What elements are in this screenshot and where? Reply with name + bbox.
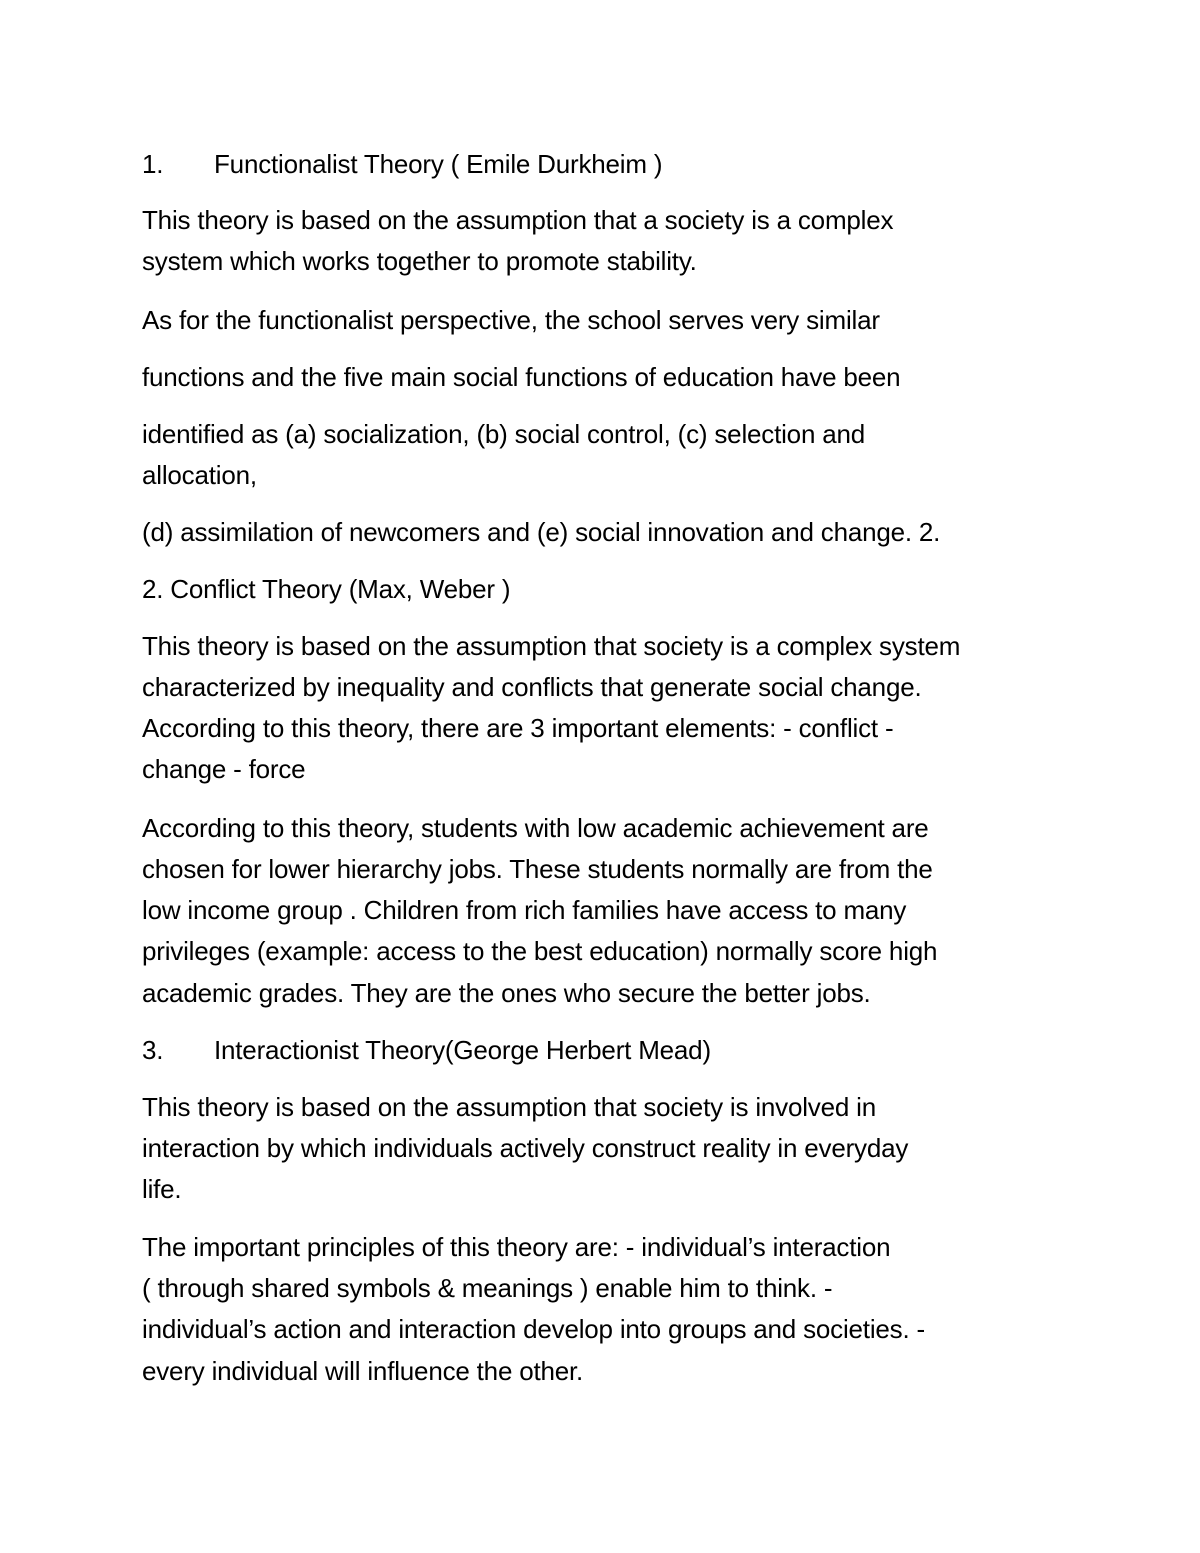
section-3-title: Interactionist Theory(George Herbert Mead)	[214, 1035, 711, 1065]
paragraph-line: every individual will influence the other.	[142, 1356, 584, 1386]
paragraph-line: ( through shared symbols & meanings ) enable him to think. -	[142, 1273, 833, 1303]
paragraph-line: chosen for lower hierarchy jobs. These students normally are from the	[142, 854, 933, 884]
paragraph-line: functions and the five main social functions of education have been	[142, 362, 901, 392]
paragraph-line: interaction by which individuals actively construct reality in everyday	[142, 1133, 909, 1163]
paragraph-line: change - force	[142, 754, 306, 784]
paragraph-line: academic grades. They are the ones who secure the better jobs.	[142, 978, 871, 1008]
paragraph-line: The important principles of this theory are: - individual’s interaction	[142, 1232, 891, 1262]
paragraph-line: privileges (example: access to the best education) normally score high	[142, 936, 938, 966]
section-1-heading	[142, 148, 662, 180]
section-3-heading	[142, 1034, 711, 1066]
paragraph-line: life.	[142, 1174, 182, 1204]
paragraph-line: (d) assimilation of newcomers and (e) social innovation and change. 2.	[142, 517, 941, 547]
paragraph-line: As for the functionalist perspective, the school serves very similar	[142, 305, 880, 335]
section-2-heading: 2. Conflict Theory (Max, Weber )	[142, 574, 511, 604]
paragraph-line: system which works together to promote stability.	[142, 246, 697, 276]
section-3-number: 3.	[142, 1035, 164, 1065]
paragraph-line: This theory is based on the assumption that a society is a complex	[142, 205, 894, 235]
paragraph-line: This theory is based on the assumption that society is involved in	[142, 1092, 876, 1122]
paragraph-line: low income group . Children from rich families have access to many	[142, 895, 907, 925]
paragraph-line: characterized by inequality and conflicts that generate social change.	[142, 672, 922, 702]
paragraph-line: According to this theory, students with low academic achievement are	[142, 813, 929, 843]
section-1-title: Functionalist Theory ( Emile Durkheim )	[214, 149, 663, 179]
section-1-number: 1.	[142, 149, 164, 179]
paragraph-line: individual’s action and interaction develop into groups and societies. -	[142, 1314, 925, 1344]
paragraph-line: identified as (a) socialization, (b) social control, (c) selection and	[142, 419, 866, 449]
paragraph-line: This theory is based on the assumption that society is a complex system	[142, 631, 961, 661]
paragraph-line: allocation,	[142, 460, 257, 490]
paragraph-line: According to this theory, there are 3 important elements: - conflict -	[142, 713, 894, 743]
